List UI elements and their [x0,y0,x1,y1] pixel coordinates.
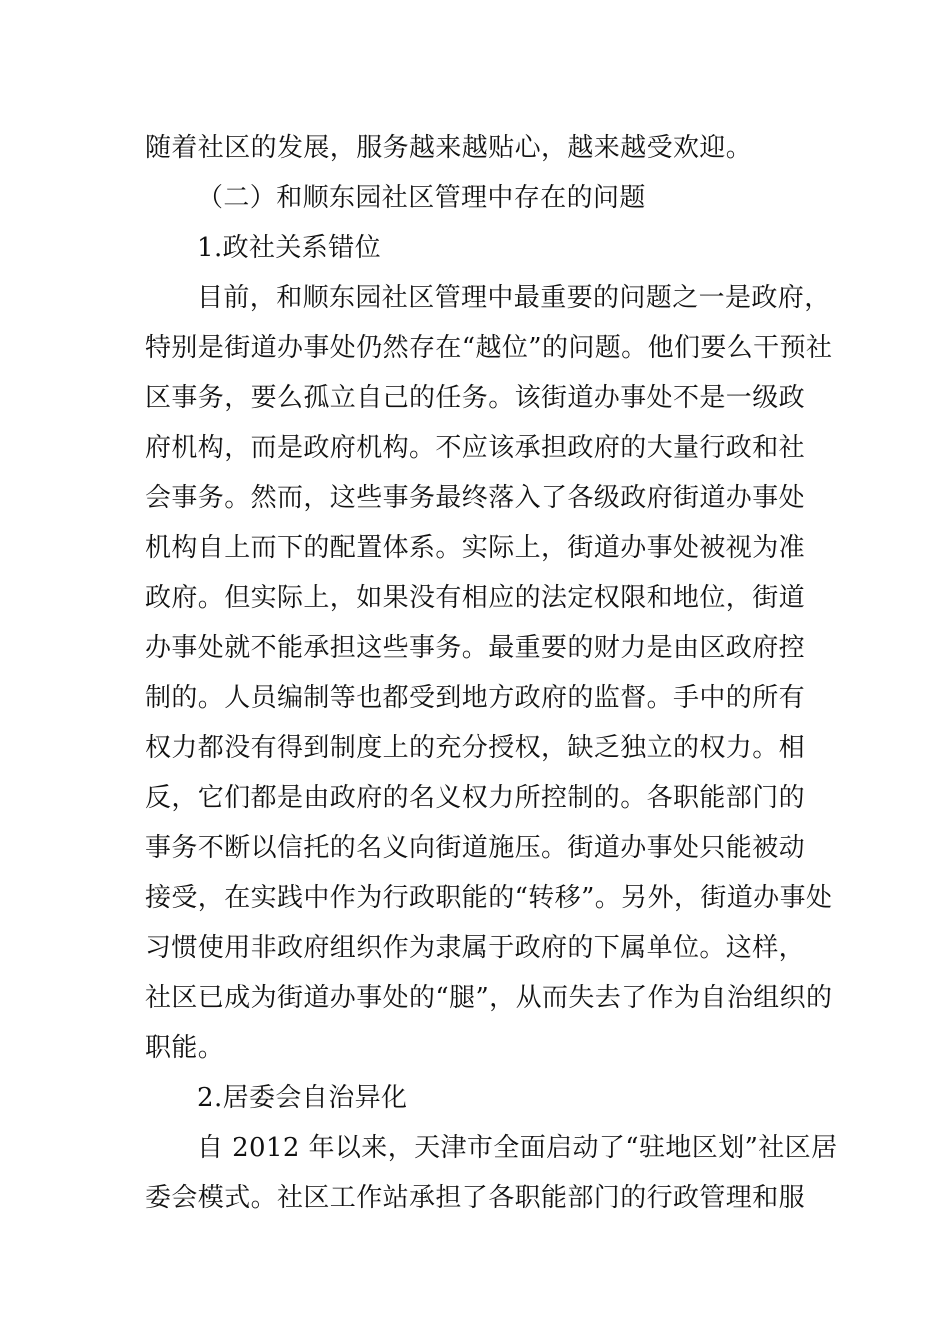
text-line: 接受，在实践中作为行政职能的“转移”。另外，街道办事处 [145,883,833,913]
text-line: 府机构，而是政府机构。不应该承担政府的大量行政和社 [145,433,806,463]
text-line: 习惯使用非政府组织作为隶属于政府的下属单位。这样， [145,933,806,963]
text-line: 会事务。然而，这些事务最终落入了各级政府街道办事处 [145,483,806,513]
text-line: 办事处就不能承担这些事务。最重要的财力是由区政府控 [145,633,806,663]
text-line: 社区已成为街道办事处的“腿”，从而失去了作为自治组织的 [145,983,833,1013]
text-line: 机构自上而下的配置体系。实际上，街道办事处被视为准 [145,533,806,563]
text-line: 制的。人员编制等也都受到地方政府的监督。手中的所有 [145,683,806,713]
text-line: 区事务，要么孤立自己的任务。该街道办事处不是一级政 [145,383,806,413]
text-line: 目前，和顺东园社区管理中最重要的问题之一是政府， [197,283,831,313]
text-line: 权力都没有得到制度上的充分授权，缺乏独立的权力。相 [145,733,806,763]
text-line: 反，它们都是由政府的名义权力所控制的。各职能部门的 [145,783,806,813]
section-heading: （二）和顺东园社区管理中存在的问题 [197,183,646,213]
text-line: 职能。 [145,1033,225,1063]
text-line: 委会模式。社区工作站承担了各职能部门的行政管理和服 [145,1183,806,1213]
text-line: 自 2012 年以来，天津市全面启动了“驻地区划”社区居 [197,1133,838,1163]
text-line: 特别是街道办事处仍然存在“越位”的问题。他们要么干预社 [145,333,833,363]
subsection-heading: 1.政社关系错位 [197,233,382,263]
text-line: 事务不断以信托的名义向街道施压。街道办事处只能被动 [145,833,806,863]
text-line: 随着社区的发展，服务越来越贴心，越来越受欢迎。 [145,133,753,163]
subsection-heading: 2.居委会自治异化 [197,1083,408,1113]
text-line: 政府。但实际上，如果没有相应的法定权限和地位，街道 [145,583,806,613]
